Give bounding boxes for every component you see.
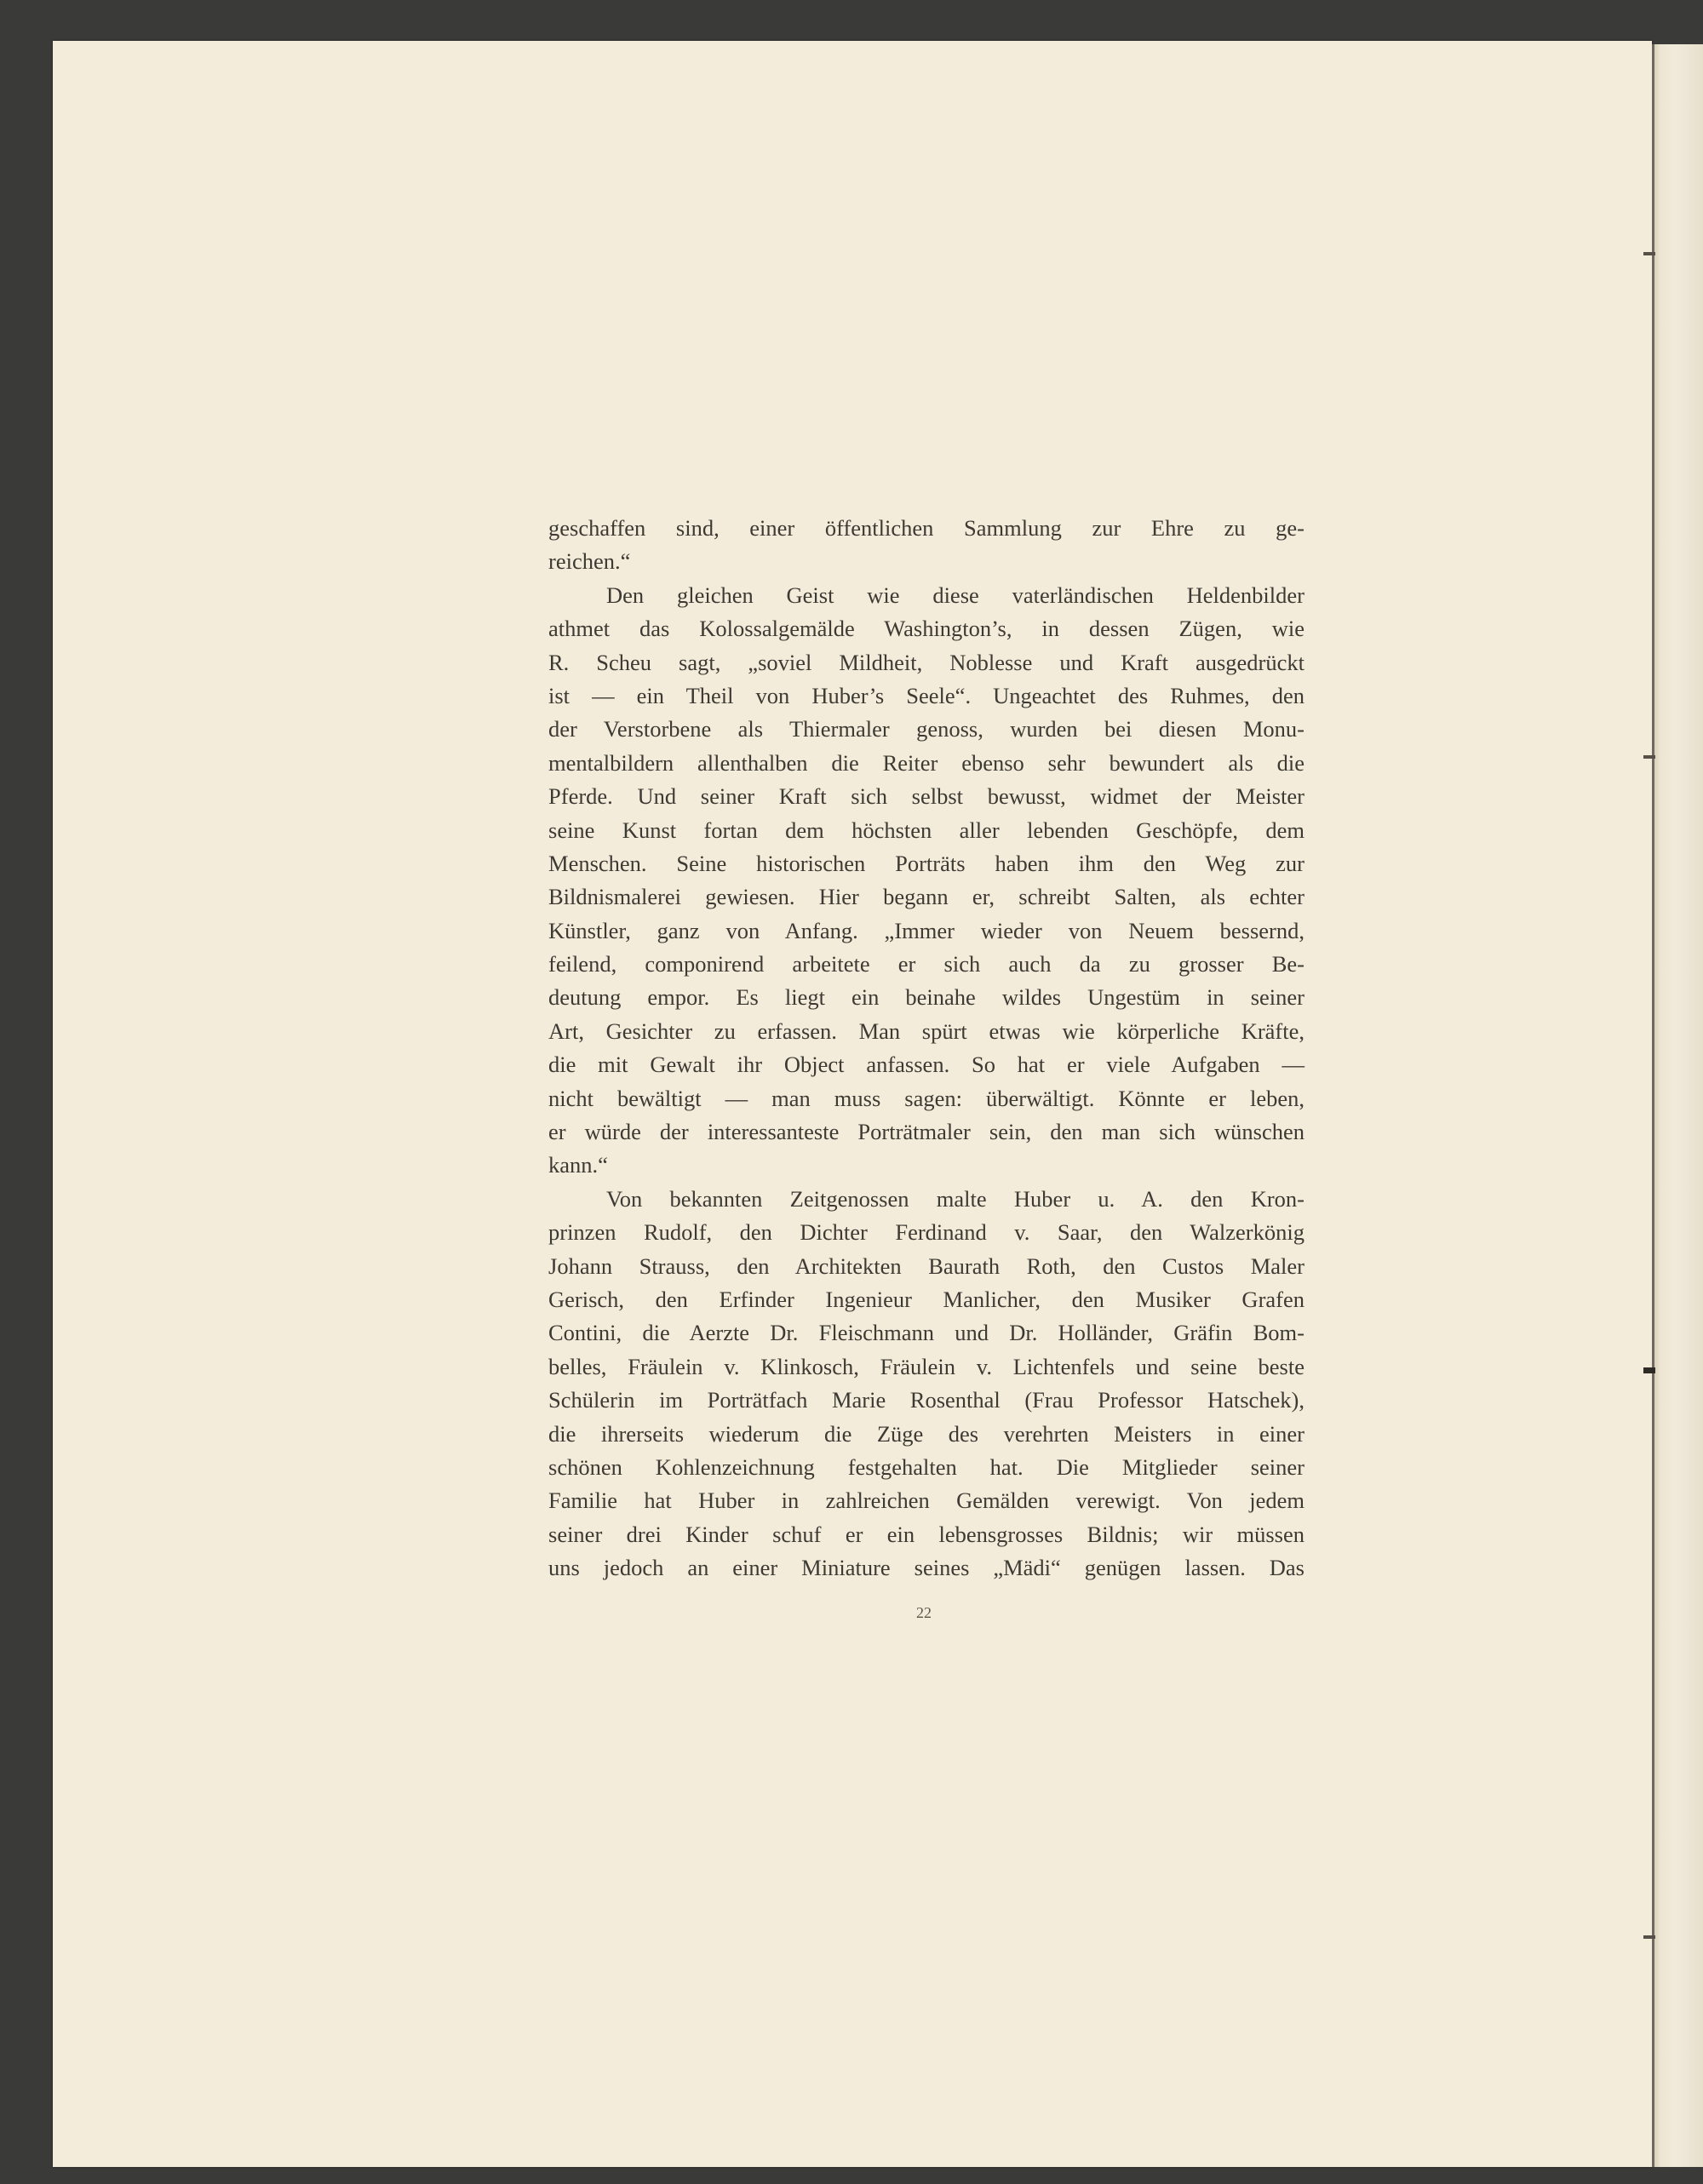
text-line: deutung empor. Es liegt ein beinahe wildes Ungestüm in seiner (548, 984, 1304, 1011)
text-line: mentalbildern allenthalben die Reiter ebenso sehr bewundert als die (548, 749, 1304, 776)
text-line: Menschen. Seine historischen Porträts haben ihm den Weg zur (548, 850, 1304, 876)
text-line: Gerisch, den Erfinder Ingenieur Manlicher, den Musiker Grafen (548, 1286, 1304, 1312)
text-line: die mit Gewalt ihr Object anfassen. So hat er viele Aufgaben — (548, 1052, 1304, 1078)
text-line: er würde der interessanteste Porträtmaler sein, den man sich wünschen (548, 1119, 1304, 1145)
text-line: die ihrerseits wiederum die Züge des verehrten Meisters in einer (548, 1420, 1304, 1447)
text-line: geschaffen sind, einer öffentlichen Sammlung zur Ehre zu ge- (548, 515, 1304, 541)
text-line: uns jedoch an einer Miniature seines „Mädi“ genügen lassen. Das (548, 1555, 1304, 1581)
binding-stitch (1643, 1367, 1655, 1373)
text-line: reichen.“ (548, 548, 631, 575)
text-line: R. Scheu sagt, „soviel Mildheit, Noblesse und Kraft ausgedrückt (548, 649, 1304, 675)
body-text (548, 512, 1304, 1585)
text-line: seiner drei Kinder schuf er ein lebensgrosses Bildnis; wir müssen (548, 1521, 1304, 1547)
text-line: der Verstorbene als Thiermaler genoss, wurden bei diesen Monu- (548, 716, 1304, 742)
text-line: Pferde. Und seiner Kraft sich selbst bewusst, widmet der Meister (548, 783, 1304, 810)
text-line: ist — ein Theil von Huber’s Seele“. Ungeachtet des Ruhmes, den (548, 682, 1304, 708)
text-line: Von bekannten Zeitgenossen malte Huber u. A. den Kron- (606, 1185, 1304, 1212)
text-line: Künstler, ganz von Anfang. „Immer wieder von Neuem bessernd, (548, 917, 1304, 943)
text-line: seine Kunst fortan dem höchsten aller lebenden Geschöpfe, dem (548, 817, 1304, 843)
text-line: Art, Gesichter zu erfassen. Man spürt etwas wie körperliche Kräfte, (548, 1017, 1304, 1044)
text-line: prinzen Rudolf, den Dichter Ferdinand v. Saar, den Walzerkönig (548, 1219, 1304, 1246)
page-edge (1652, 44, 1703, 2167)
text-line: Johann Strauss, den Architekten Baurath Roth, den Custos Maler (548, 1253, 1304, 1279)
text-line: Bildnismalerei gewiesen. Hier begann er, schreibt Salten, als echter (548, 884, 1304, 910)
text-line: schönen Kohlenzeichnung festgehalten hat. Die Mitglieder seiner (548, 1453, 1304, 1480)
text-line: Familie hat Huber in zahlreichen Gemälden verewigt. Von jedem (548, 1488, 1304, 1514)
binding-stitch (1643, 755, 1655, 759)
text-line: nicht bewältigt — man muss sagen: überwältigt. Könnte er leben, (548, 1085, 1304, 1111)
text-line: feilend, componirend arbeitete er sich auch da zu grosser Be- (548, 951, 1304, 977)
binding-stitch (1643, 1935, 1655, 1939)
text-line: athmet das Kolossalgemälde Washington’s, in dessen Zügen, wie (548, 616, 1304, 642)
text-line: belles, Fräulein v. Klinkosch, Fräulein v. Lichtenfels und seine beste (548, 1353, 1304, 1379)
page-number: 22 (916, 1604, 932, 1621)
text-line: Schülerin im Porträtfach Marie Rosenthal (Frau Professor Hatschek), (548, 1387, 1304, 1413)
binding-stitch (1643, 252, 1655, 255)
text-line: Contini, die Aerzte Dr. Fleischmann und Dr. Holländer, Gräfin Bom- (548, 1320, 1304, 1346)
text-line: kann.“ (548, 1152, 608, 1178)
text-line: Den gleichen Geist wie diese vaterländischen Heldenbilder (606, 582, 1304, 608)
